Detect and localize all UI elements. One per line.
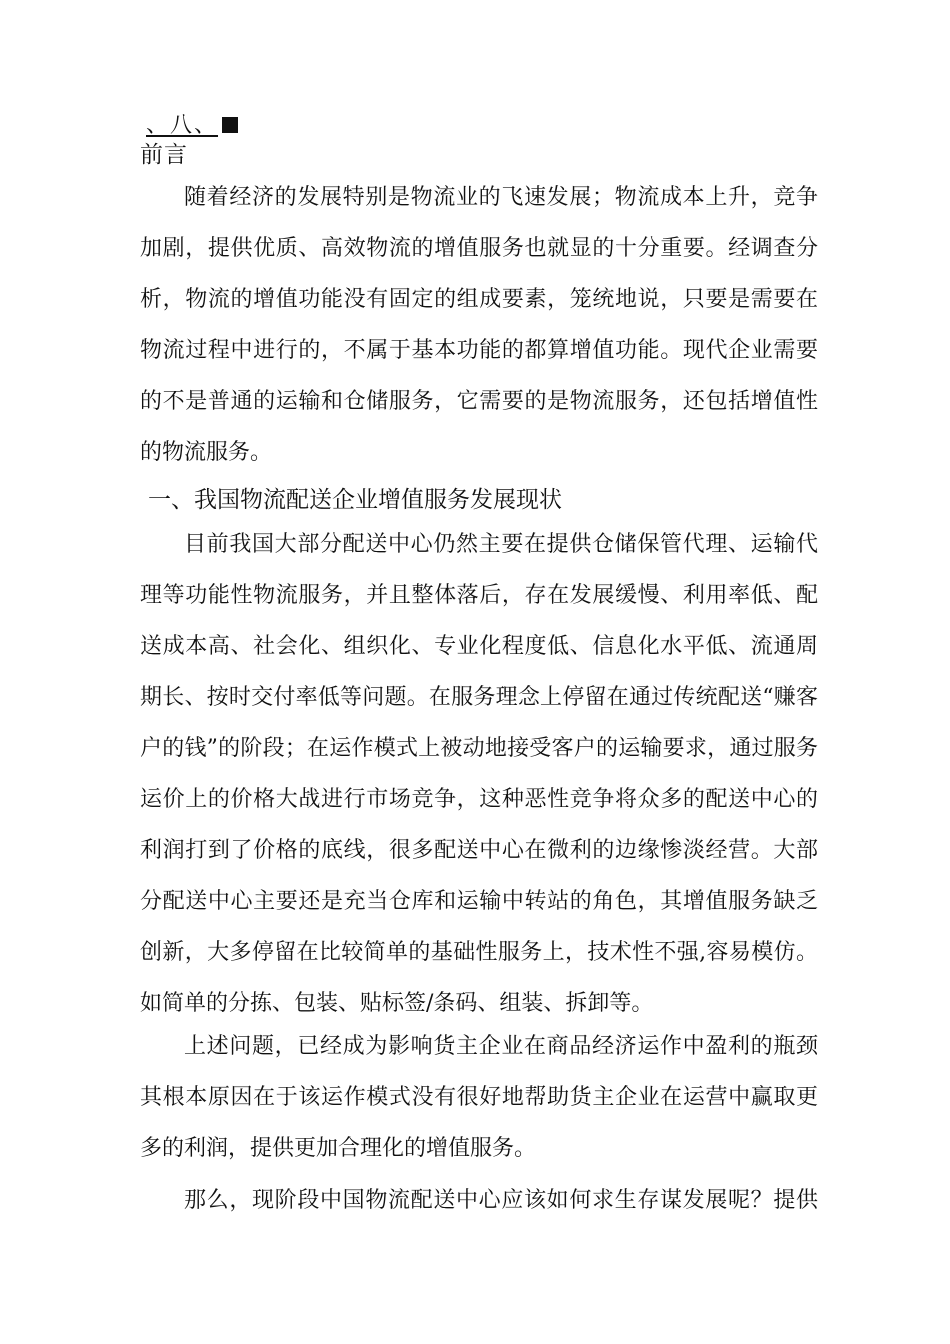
paragraph-2 xyxy=(140,519,818,1029)
paragraph-line: 送成本高、社会化、组织化、专业化程度低、信息化水平低、流通周 xyxy=(140,634,818,659)
paragraph-line: 物流过程中进行的，不属于基本功能的都算增值功能。现代企业需要 xyxy=(140,338,818,363)
paragraph-3 xyxy=(140,1021,818,1174)
paragraph-line: 期长、按时交付率低等问题。在服务理念上停留在通过传统配送“赚客 xyxy=(140,685,818,710)
paragraph-line: 户的钱”的阶段；在运作模式上被动地接受客户的运输要求，通过服务 xyxy=(140,736,818,761)
paragraph-1 xyxy=(140,172,818,478)
paragraph-line: 随着经济的发展特别是物流业的飞速发展；物流成本上升，竞争 xyxy=(184,185,818,210)
section-heading: 一、我国物流配送企业增值服务发展现状 xyxy=(148,487,562,513)
paragraph-line: 的物流服务。 xyxy=(140,440,273,465)
paragraph-line: 加剧，提供优质、高效物流的增值服务也就显的十分重要。经调查分 xyxy=(140,236,818,261)
paragraph-line: 理等功能性物流服务，并且整体落后，存在发展缓慢、利用率低、配 xyxy=(140,583,818,608)
black-square-icon xyxy=(222,117,238,133)
paragraph-4 xyxy=(140,1175,818,1226)
paragraph-line: 运价上的价格大战进行市场竞争，这种恶性竞争将众多的配送中心的 xyxy=(140,787,818,812)
header-marks: 、八、 xyxy=(146,113,219,138)
preface-title: 前言 xyxy=(140,142,188,168)
paragraph-line: 如简单的分拣、包装、贴标签/条码、组装、拆卸等。 xyxy=(140,991,654,1016)
paragraph-line: 多的利润，提供更加合理化的增值服务。 xyxy=(140,1136,537,1161)
paragraph-line: 分配送中心主要还是充当仓库和运输中转站的角色，其增值服务缺乏 xyxy=(140,889,818,914)
paragraph-line: 的不是普通的运输和仓储服务，它需要的是物流服务，还包括增值性 xyxy=(140,389,818,414)
header-artifact xyxy=(146,112,238,140)
paragraph-line: 那么，现阶段中国物流配送中心应该如何求生存谋发展呢？提供 xyxy=(184,1188,818,1213)
paragraph-line: 析，物流的增值功能没有固定的组成要素，笼统地说，只要是需要在 xyxy=(140,287,818,312)
paragraph-line: 创新，大多停留在比较简单的基础性服务上，技术性不强,容易模仿。 xyxy=(140,940,818,965)
paragraph-line: 其根本原因在于该运作模式没有很好地帮助货主企业在运营中赢取更 xyxy=(140,1085,818,1110)
paragraph-line: 利润打到了价格的底线，很多配送中心在微利的边缘惨淡经营。大部 xyxy=(140,838,818,863)
paragraph-line: 上述问题，已经成为影响货主企业在商品经济运作中盈利的瓶颈 xyxy=(184,1034,818,1059)
paragraph-line: 目前我国大部分配送中心仍然主要在提供仓储保管代理、运输代 xyxy=(184,532,818,557)
